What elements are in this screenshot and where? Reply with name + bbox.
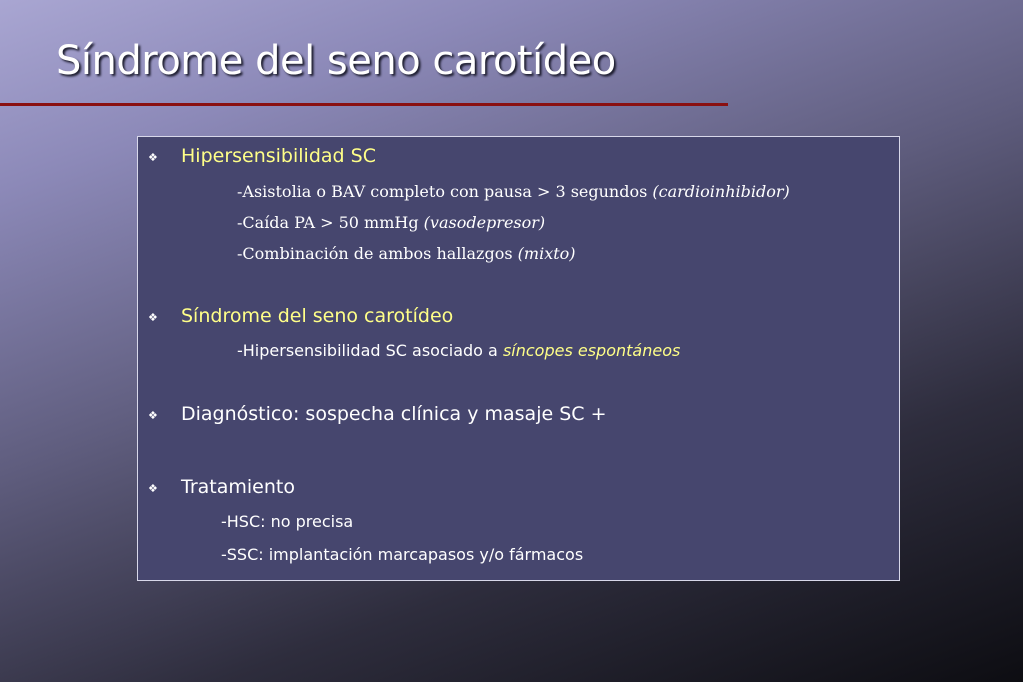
sub-line: -SSC: implantación marcapasos y/o fármacos: [221, 545, 584, 564]
bullet-label: Hipersensibilidad SC: [181, 145, 376, 167]
diamond-bullet-icon: ❖: [148, 151, 158, 164]
bullet-label: Diagnóstico: sospecha clínica y masaje SC +: [181, 403, 607, 425]
sub-line: -Asistolia o BAV completo con pausa > 3 segundos (cardioinhibidor): [237, 182, 790, 201]
slide-title: Síndrome del seno carotídeo: [56, 38, 616, 84]
sub-line: -Caída PA > 50 mmHg (vasodepresor): [237, 213, 546, 232]
title-underline: [0, 103, 728, 106]
diamond-bullet-icon: ❖: [148, 409, 158, 422]
sub-line: -HSC: no precisa: [221, 512, 354, 531]
bullet-label: Síndrome del seno carotídeo: [181, 305, 454, 327]
diamond-bullet-icon: ❖: [148, 311, 158, 324]
bullet-label: Tratamiento: [181, 476, 295, 498]
sub-line: -Hipersensibilidad SC asociado a síncopes espontáneos: [237, 341, 681, 360]
diamond-bullet-icon: ❖: [148, 482, 158, 495]
content-box: [137, 136, 900, 581]
sub-line: -Combinación de ambos hallazgos (mixto): [237, 244, 576, 263]
